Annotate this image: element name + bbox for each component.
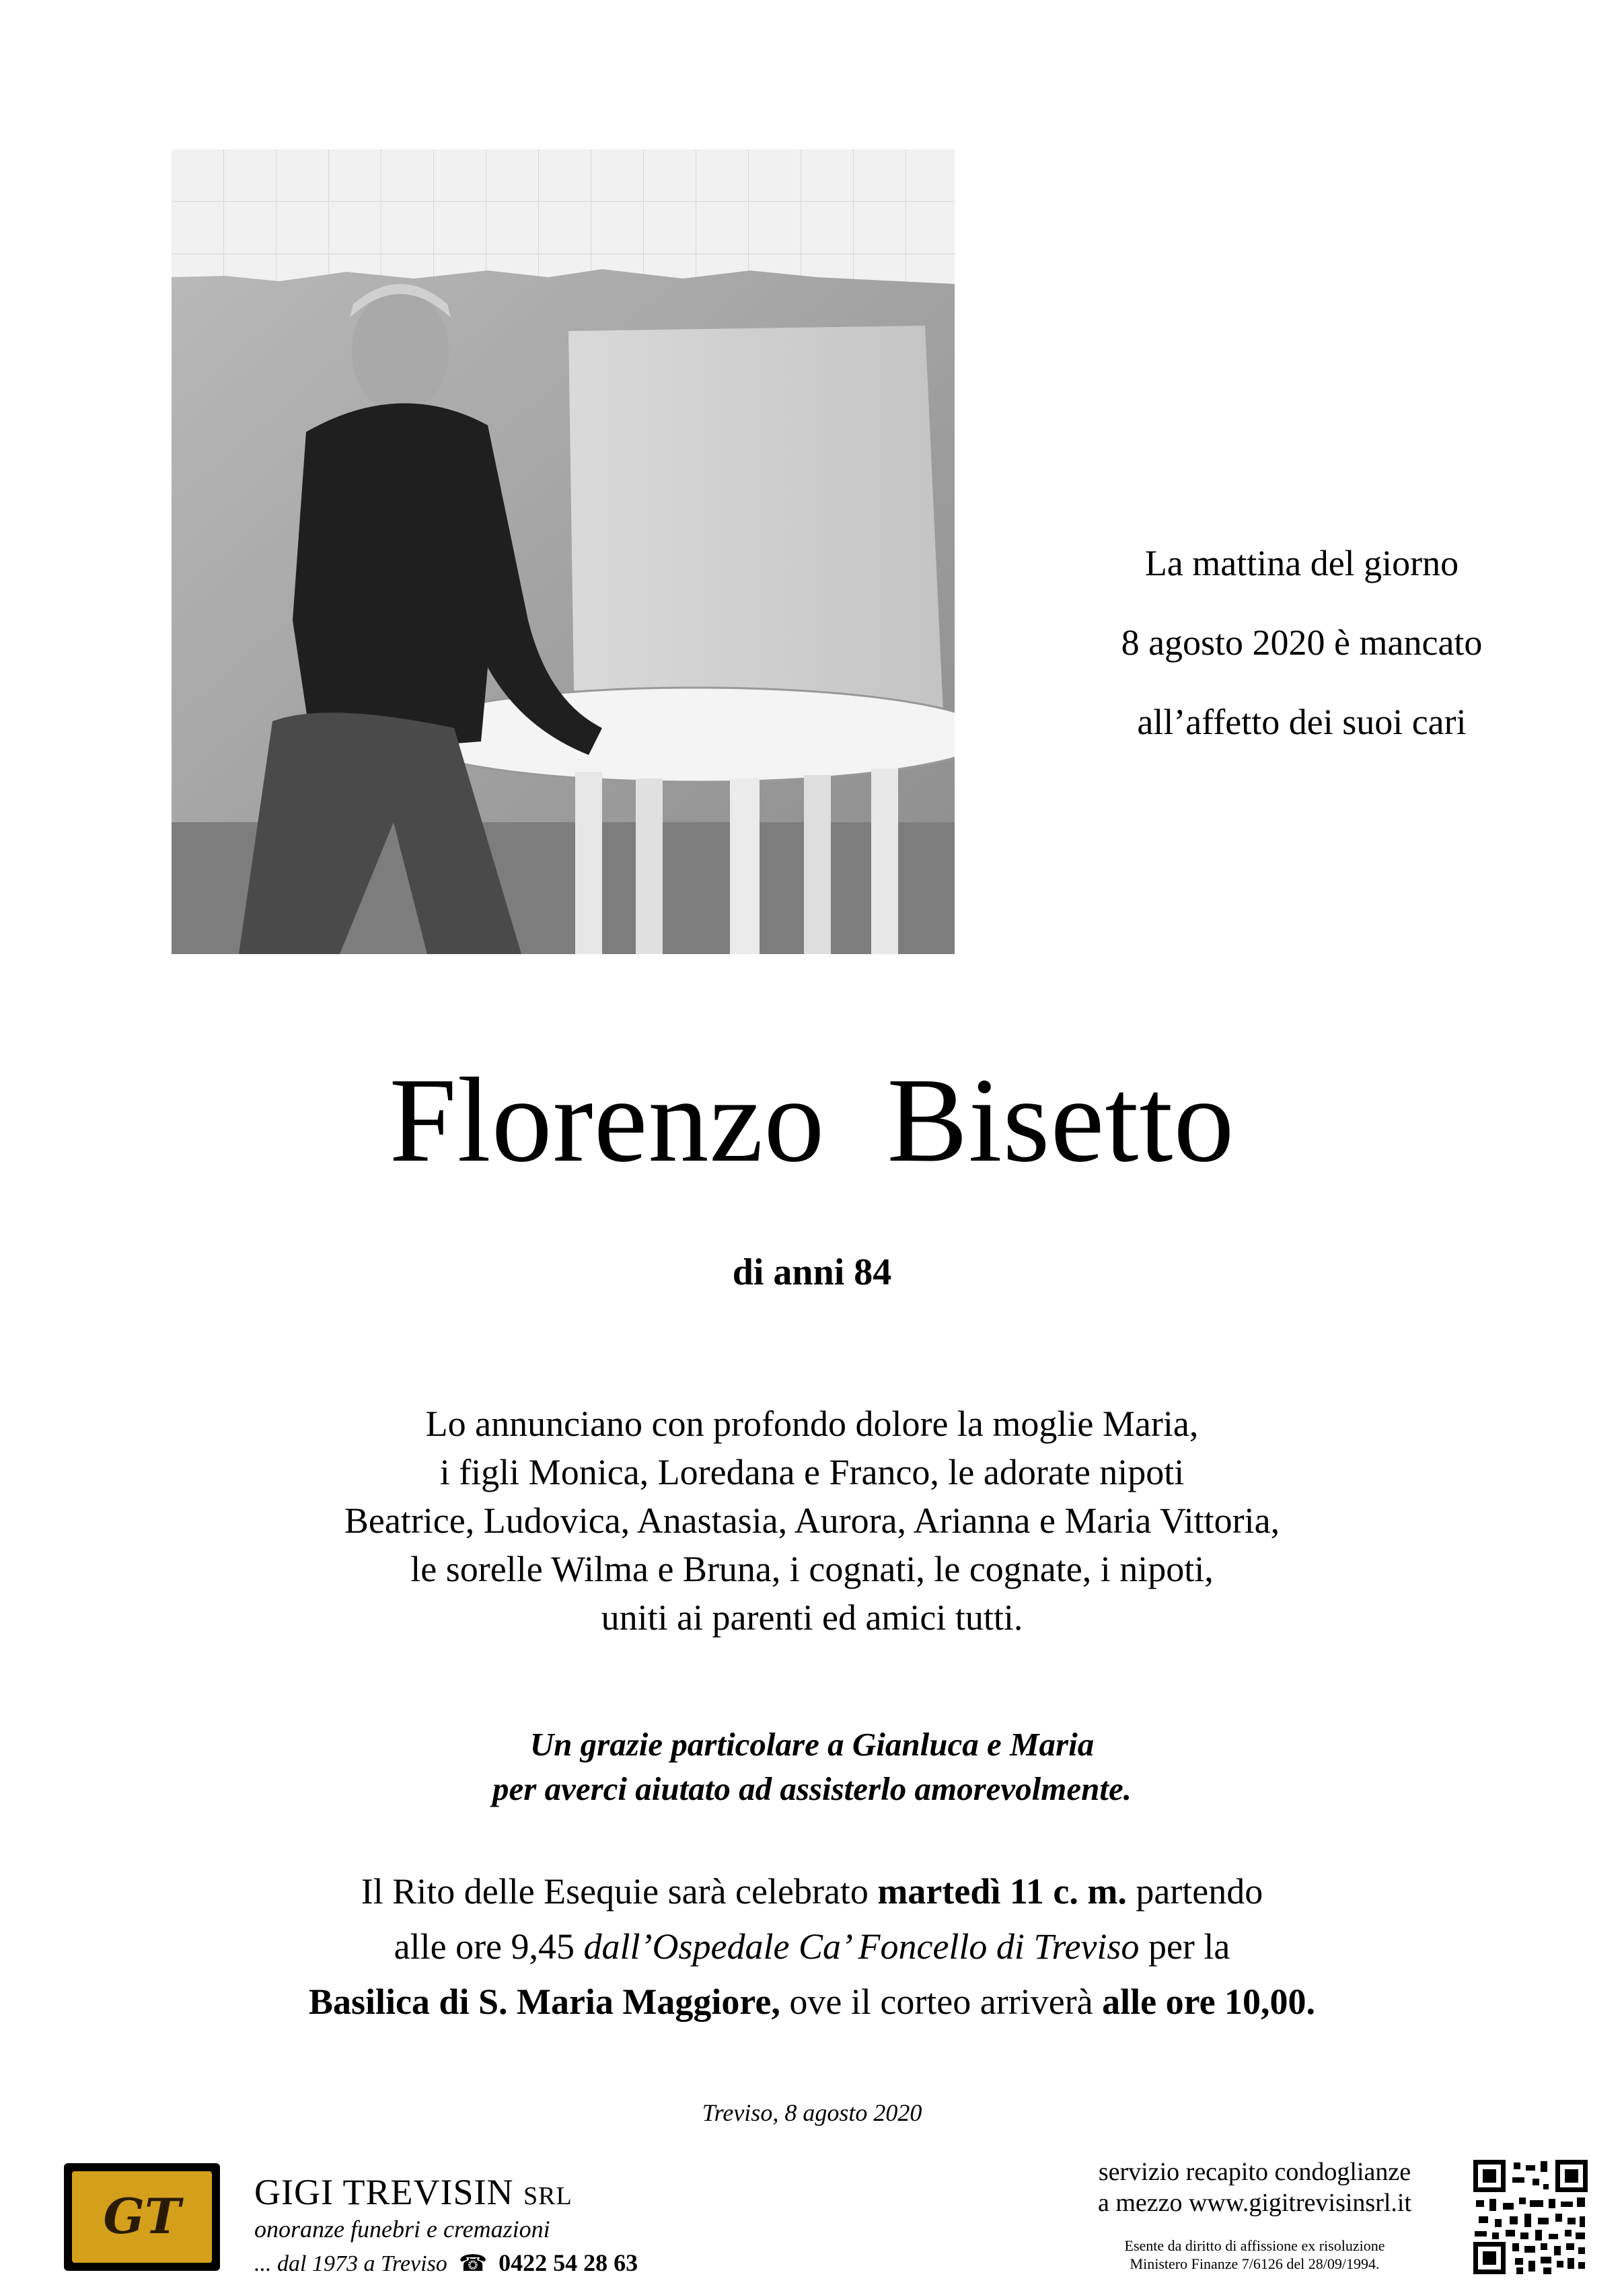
company-name-text: GIGI TREVISIN bbox=[254, 2172, 514, 2212]
condolences-service bbox=[1049, 2156, 1460, 2218]
announcement-line-1: Lo annunciano con profondo dolore la moglie Maria, bbox=[425, 1404, 1199, 1444]
thanks-note bbox=[135, 1722, 1489, 1811]
intro-line-3: all’affetto dei suoi cari bbox=[1137, 702, 1467, 742]
intro-line-1: La mattina del giorno bbox=[1144, 543, 1459, 583]
funeral-departure: dall’Ospedale Ca’ Foncello di Treviso bbox=[583, 1926, 1140, 1967]
funeral-text: partendo bbox=[1126, 1871, 1263, 1912]
company-logo bbox=[64, 2163, 220, 2271]
thanks-line-2: per averci aiutato ad assisterlo amorevolmente. bbox=[492, 1770, 1132, 1807]
announcement bbox=[135, 1400, 1489, 1642]
phone-icon: ☎ bbox=[458, 2251, 488, 2276]
funeral-line-2 bbox=[67, 1919, 1557, 1974]
announcement-line-2: i figli Monica, Loredana e Franco, le adorate nipoti bbox=[439, 1452, 1185, 1492]
company-phone: 0422 54 28 63 bbox=[499, 2249, 638, 2276]
company-since-line bbox=[254, 2249, 638, 2278]
funeral-text: Il Rito delle Esequie sarà celebrato bbox=[361, 1871, 878, 1912]
deceased-age: di anni 84 bbox=[732, 1251, 892, 1293]
announcement-line-3: Beatrice, Ludovica, Anastasia, Aurora, Arianna e Maria Vittoria, bbox=[344, 1500, 1280, 1541]
exemption-line-2: Ministero Finanze 7/6126 del 28/09/1994. bbox=[1130, 2255, 1380, 2272]
deceased-name: Florenzo Bisetto bbox=[389, 1053, 1235, 1187]
funeral-text: alle ore 9,45 bbox=[394, 1926, 584, 1967]
logo-monogram: GT bbox=[103, 2187, 181, 2245]
funeral-line-3 bbox=[67, 1974, 1557, 2029]
intro-text bbox=[1023, 523, 1581, 762]
funeral-arrival-time: alle ore 10,00. bbox=[1102, 1982, 1316, 2022]
funeral-details bbox=[67, 1864, 1557, 2029]
thanks-line-1: Un grazie particolare a Gianluca e Maria bbox=[529, 1726, 1095, 1763]
condolences-line-1: servizio recapito condoglianze bbox=[1098, 2158, 1411, 2186]
qr-code bbox=[1473, 2160, 1588, 2274]
intro-line-2: 8 agosto 2020 è mancato bbox=[1121, 622, 1483, 663]
company-suffix: SRL bbox=[523, 2182, 573, 2210]
announcement-line-4: le sorelle Wilma e Bruna, i cognati, le cognate, i nipoti, bbox=[410, 1549, 1214, 1589]
company-tagline: onoranze funebri e cremazioni bbox=[254, 2216, 550, 2243]
company-since: ... dal 1973 a Treviso bbox=[254, 2251, 447, 2276]
condolences-line-2: a mezzo www.gigitrevisinsrl.it bbox=[1097, 2189, 1412, 2217]
funeral-line-1 bbox=[67, 1864, 1557, 1919]
portrait-photo bbox=[172, 149, 955, 954]
exemption-note bbox=[1049, 2237, 1460, 2273]
exemption-line-1: Esente da diritto di affissione ex risoluzione bbox=[1124, 2237, 1385, 2254]
place-date: Treviso, 8 agosto 2020 bbox=[702, 2099, 922, 2126]
announcement-line-5: uniti ai parenti ed amici tutti. bbox=[601, 1597, 1023, 1638]
funeral-text: ove il corteo arriverà bbox=[780, 1982, 1103, 2022]
funeral-text: per la bbox=[1139, 1926, 1230, 1967]
funeral-church: Basilica di S. Maria Maggiore, bbox=[308, 1982, 780, 2022]
company-name bbox=[254, 2172, 573, 2216]
funeral-date: martedì 11 c. m. bbox=[877, 1871, 1127, 1912]
